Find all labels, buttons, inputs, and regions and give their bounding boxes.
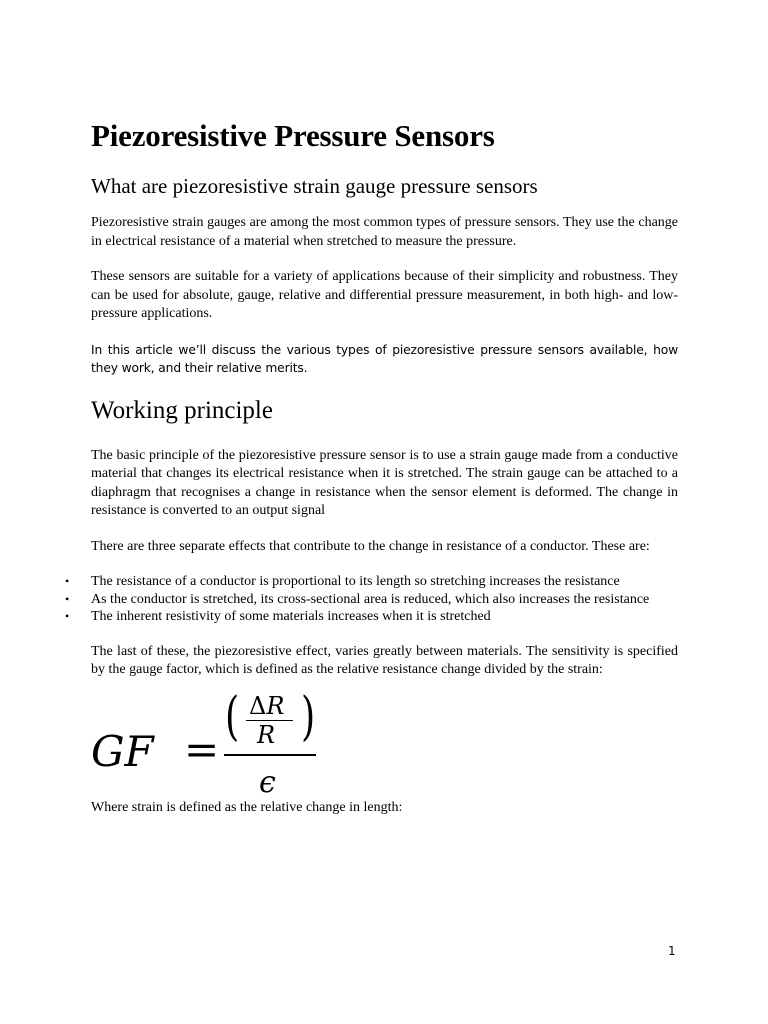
list-item — [65, 591, 678, 609]
formula-numerator-var: R — [266, 691, 285, 720]
paragraph-applications: These sensors are suitable for a variety of applications because of their simplicity and robustness. They can be used for absolute, gauge, relative and differential pressure measurement, in both high- and low-pressure applications. — [91, 269, 678, 321]
list-item-text: The resistance of a conductor is proportional to its length so stretching increases the resistance — [91, 574, 620, 589]
paragraph-intro: Piezoresistive strain gauges are among the most common types of pressure sensors. They use the change in electrical resistance of a material when stretched to measure the pressure. — [91, 215, 678, 249]
formula-main-fraction-bar — [224, 754, 316, 756]
formula-equals: = — [184, 724, 220, 774]
formula-denominator-var: R — [257, 720, 276, 749]
effects-list — [65, 573, 678, 626]
gauge-factor-formula — [91, 688, 678, 803]
paragraph-three-effects: There are three separate effects that contribute to the change in resistance of a conductor. These are: — [91, 538, 650, 554]
paragraph-basic-principle: The basic principle of the piezoresistive pressure sensor is to use a strain gauge made from a conductive material that changes its electrical resistance when it is stretched. The strain gauge can be attached to a diaphragm that recognises a change in resistance when the sensor element is deformed. The change in resistance is converted to an output signal — [91, 447, 678, 518]
formula-right-paren: ) — [301, 686, 316, 747]
section-heading-working-principle: Working principle — [91, 396, 273, 424]
bullet-icon: • — [65, 591, 70, 606]
document-title: Piezoresistive Pressure Sensors — [91, 118, 495, 153]
formula-delta-r — [249, 692, 284, 720]
bullet-icon: • — [65, 574, 70, 588]
list-item-text: The inherent resistivity of some materials increases when it is stretched — [91, 609, 491, 624]
page-content — [65, 116, 678, 817]
formula-delta: Δ — [249, 691, 267, 720]
list-item — [65, 573, 678, 591]
formula-lhs: GF — [91, 726, 154, 776]
list-item-text: As the conductor is stretched, its cross-sectional area is reduced, which also increases the resistance — [91, 591, 650, 607]
paragraph-gauge-factor: The last of these, the piezoresistive effect, varies greatly between materials. The sensitivity is specified by the gauge factor, which is defined as the relative resistance change divided by the strain: — [91, 643, 678, 677]
formula-strain-symbol: ϵ — [259, 764, 276, 800]
formula-left-paren: ( — [225, 686, 240, 747]
paragraph-strain-definition: Where strain is defined as the relative change in length: — [91, 799, 403, 815]
list-item — [65, 608, 678, 626]
bullet-icon: • — [65, 609, 70, 623]
page-number: 1 — [668, 944, 676, 958]
paragraph-article-scope: In this article we’ll discuss the various types of piezoresistive pressure sensors available, how they work, and their relative merits. — [91, 342, 678, 375]
section-heading-what-are: What are piezoresistive strain gauge pressure sensors — [91, 174, 538, 198]
